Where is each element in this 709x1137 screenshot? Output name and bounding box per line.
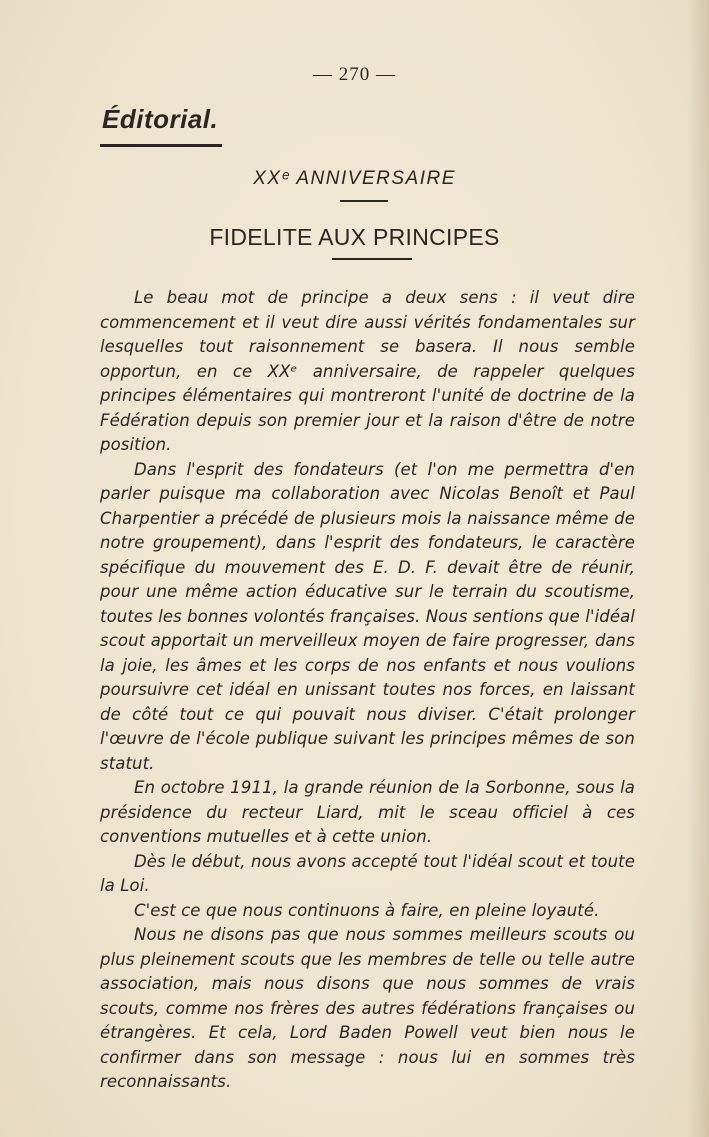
paragraph: C'est ce que nous continuons à faire, en pleine loyauté.: [134, 900, 600, 920]
paragraph: Nous ne disons pas que nous sommes meilleurs scouts ou plus pleinement scouts que les membres de telle ou telle autre association, mais nous disons que nous sommes de vrais scouts, comme nos frères des autres fédérations françaises ou étrangères. Et cela, Lord Baden Powell veut bien nous le confirmer dans son message : nous lui en sommes très reconnaissants.: [100, 925, 635, 1091]
section-title: Éditorial.: [102, 104, 219, 134]
paragraph: En octobre 1911, la grande réunion de la Sorbonne, sous la présidence du recteur Liard, mit le sceau officiel à ces conventions mutuelles et à cette union.: [100, 778, 635, 846]
page-number: — 270 —: [313, 64, 396, 85]
paragraph: Dans l'esprit des fondateurs (et l'on me permettra d'en parler puisque ma collaboration avec Nicolas Benoît et Paul Charpentier a précédé de plusieurs mois la naissance même de notre groupement), dans l'esprit des fondateurs, le caractère spécifique du mouvement des E. D. F. devait être de réunir, pour une même action éducative sur le terrain du scoutisme, toutes les bonnes volontés françaises. Nous sentions que l'idéal scout apportait un merveilleux moyen de faire progresser, dans la joie, les âmes et les corps de nos enfants et nous voulions poursuivre cet idéal en unissant toutes nos forces, en laissant de côté tout ce qui pouvait nous diviser. C'était prolonger l'œuvre de l'école publique suivant les principes mêmes de son statut.: [100, 459, 635, 773]
section-title-underline: [100, 144, 222, 147]
anniversary-heading: XXᵉ ANNIVERSAIRE: [253, 168, 456, 189]
paragraph: Dès le début, nous avons accepté tout l'idéal scout et toute la Loi.: [100, 851, 635, 895]
article-title: FIDELITE AUX PRINCIPES: [209, 224, 500, 250]
divider-rule: [332, 258, 412, 260]
article-body: [100, 286, 635, 1095]
divider-rule: [340, 200, 388, 202]
paragraph: Le beau mot de principe a deux sens : il veut dire commencement et il veut dire aussi vérités fondamentales sur lesquelles tout raisonnement se basera. Il nous semble opportun, en ce XXᵉ anniversaire, de rappeler quelques principes élémentaires qui montreront l'unité de doctrine de la Fédération depuis son premier jour et la raison d'être de notre position.: [100, 288, 635, 454]
